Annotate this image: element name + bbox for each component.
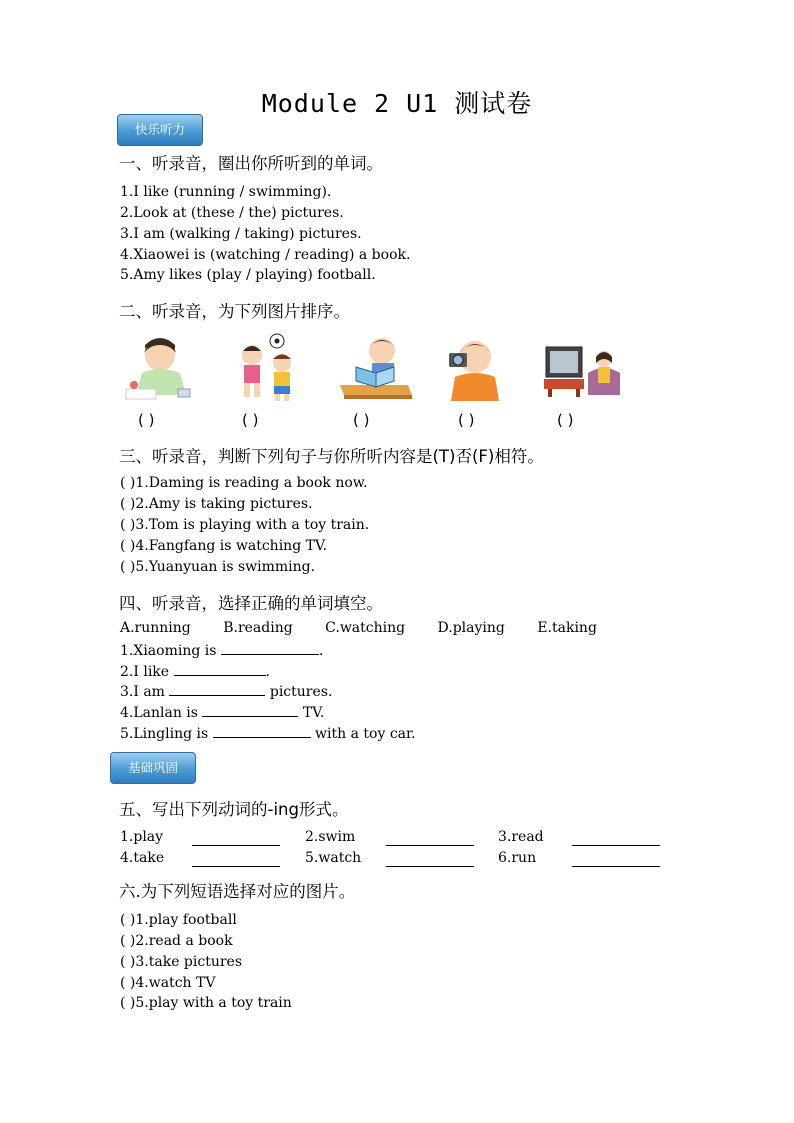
true-false-item: ( )4.Fangfang is watching TV. [120,538,328,554]
phrase-item: ( )1.play football [120,912,237,928]
boy-drawing-illustration [120,333,200,403]
picture-order-blank[interactable]: ( ) [138,411,155,429]
verb-item: 3.read [498,829,544,845]
boy-reading-illustration [338,333,414,403]
answer-blank[interactable] [386,831,474,846]
section1-heading: 一、听录音，圈出你所听到的单词。 [119,154,383,173]
answer-blank[interactable] [221,640,319,655]
phrase-item: ( )5.play with a toy train [120,995,292,1011]
fill-blank-item: 4.Lanlan is TV. [120,702,324,724]
fill-blank-item: 1.Xiaoming is . [120,640,323,662]
answer-blank[interactable] [192,831,280,846]
boy-camera-illustration [445,333,503,403]
true-false-item: ( )2.Amy is taking pictures. [120,496,313,512]
section1-item: 2.Look at (these / the) pictures. [120,205,344,221]
word-option: E.taking [537,620,597,636]
answer-blank[interactable] [213,723,311,738]
section5-heading: 五、写出下列动词的-ing形式。 [119,800,349,819]
section1-item: 4.Xiaowei is (watching / reading) a book. [120,247,411,263]
section-badge-listening: 快乐听力 [117,114,203,146]
true-false-item: ( )5.Yuanyuan is swimming. [120,559,316,575]
phrase-item: ( )4.watch TV [120,975,216,991]
answer-blank[interactable] [572,852,660,867]
section1-item: 5.Amy likes (play / playing) football. [120,267,376,283]
answer-blank[interactable] [174,661,266,676]
picture-order-blank[interactable]: ( ) [557,411,574,429]
word-option: C.watching [325,620,406,636]
word-options [120,620,625,636]
section1-item: 1.I like (running / swimming). [120,184,332,200]
answer-blank[interactable] [202,702,298,717]
fill-blank-item: 3.I am pictures. [120,681,332,703]
verb-item: 2.swim [305,829,356,845]
verb-item: 6.run [498,850,537,866]
picture-order-blank[interactable]: ( ) [353,411,370,429]
answer-blank[interactable] [572,831,660,846]
word-option: B.reading [223,620,293,636]
girl-watching-tv-illustration [544,333,622,403]
section2-heading: 二、听录音，为下列图片排序。 [119,302,350,321]
answer-blank[interactable] [169,681,265,696]
word-option: D.playing [437,620,505,636]
answer-blank[interactable] [192,852,280,867]
verb-item: 4.take [120,850,165,866]
kids-football-illustration [232,333,304,403]
fill-blank-item: 2.I like . [120,661,270,683]
verb-item: 5.watch [305,850,362,866]
picture-order-blank[interactable]: ( ) [458,411,475,429]
phrase-item: ( )2.read a book [120,933,233,949]
page-title: Module 2 U1 测试卷 [261,89,533,118]
verb-item: 1.play [120,829,164,845]
true-false-item: ( )3.Tom is playing with a toy train. [120,517,370,533]
picture-order-blank[interactable]: ( ) [242,411,259,429]
answer-blank[interactable] [386,852,474,867]
fill-blank-item: 5.Lingling is with a toy car. [120,723,416,745]
section3-heading: 三、听录音，判断下列句子与你所听内容是(T)否(F)相符。 [119,447,544,466]
word-option: A.running [120,620,191,636]
section1-item: 3.I am (walking / taking) pictures. [120,226,362,242]
phrase-item: ( )3.take pictures [120,954,243,970]
section-badge-basics: 基础巩固 [110,752,196,784]
section6-heading: 六.为下列短语选择对应的图片。 [119,882,356,901]
section4-heading: 四、听录音，选择正确的单词填空。 [119,594,383,613]
true-false-item: ( )1.Daming is reading a book now. [120,475,368,491]
